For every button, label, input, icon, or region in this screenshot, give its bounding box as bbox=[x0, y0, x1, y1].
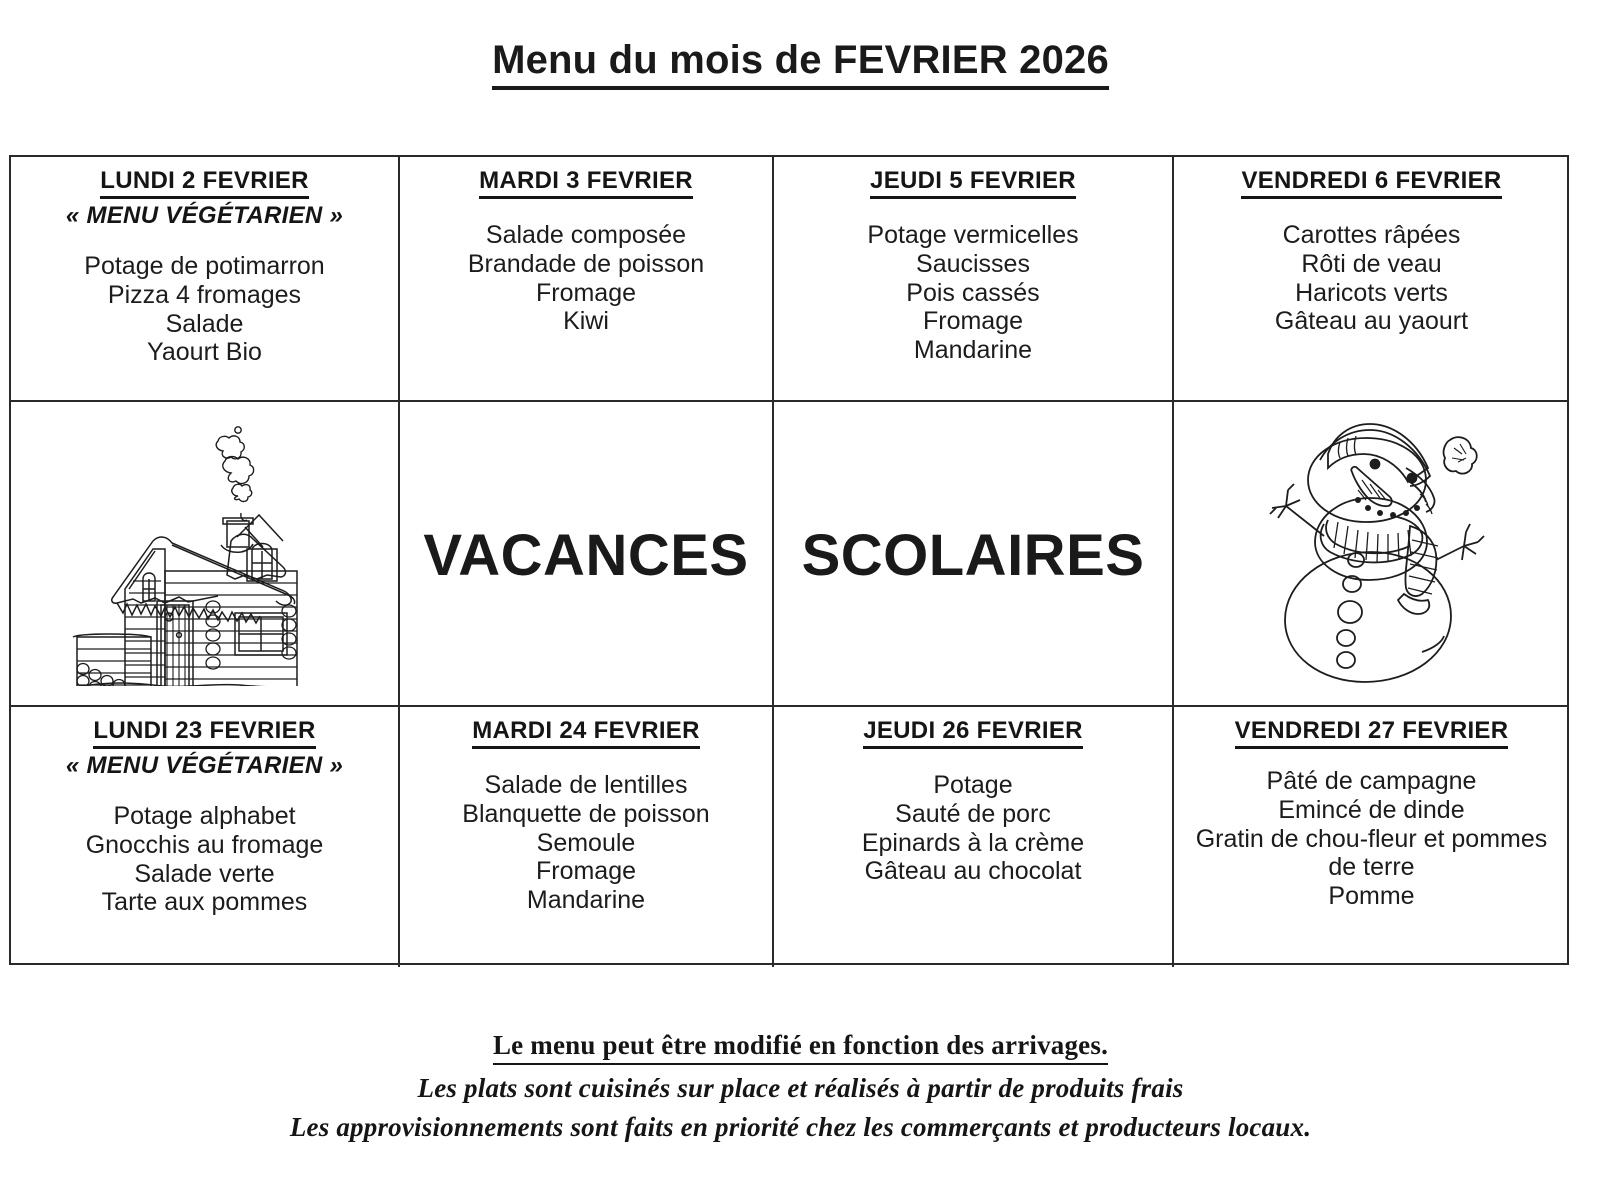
footer-line-3: Les approvisionnements sont faits en priorité chez les commerçants et producteurs locaux. bbox=[289, 1112, 1312, 1142]
list-item: Pizza 4 fromages bbox=[107, 280, 302, 309]
list-item: Gâteau au yaourt bbox=[1274, 307, 1469, 336]
dish-list bbox=[780, 771, 1166, 886]
holiday-cell-scolaires bbox=[774, 402, 1174, 707]
day-heading: VENDREDI 6 FEVRIER bbox=[1180, 167, 1563, 199]
holiday-word-vacances: VACANCES bbox=[423, 523, 749, 588]
menu-cell-vendredi-6 bbox=[1174, 157, 1569, 402]
day-heading: MARDI 24 FEVRIER bbox=[406, 717, 766, 749]
list-item: Salade composée bbox=[485, 221, 687, 249]
menu-cell-lundi-2 bbox=[11, 157, 400, 402]
list-item: Epinards à la crème bbox=[861, 828, 1085, 857]
list-item: Potage alphabet bbox=[113, 802, 296, 830]
list-item: Gâteau au chocolat bbox=[864, 857, 1082, 886]
list-item: Fromage bbox=[535, 857, 637, 886]
menu-cell-mardi-24 bbox=[400, 707, 774, 967]
holiday-cell-snowman bbox=[1174, 402, 1569, 707]
dish-list bbox=[1180, 767, 1563, 911]
day-heading: LUNDI 23 FEVRIER bbox=[17, 717, 392, 749]
dish-list bbox=[17, 802, 392, 917]
list-item: Blanquette de poisson bbox=[462, 799, 710, 828]
list-item: Haricots verts bbox=[1295, 278, 1448, 307]
list-item: Gnocchis au fromage bbox=[85, 830, 324, 859]
list-item: Mandarine bbox=[913, 336, 1033, 364]
list-item: Carottes râpées bbox=[1282, 221, 1461, 249]
list-item: Semoule bbox=[536, 828, 636, 857]
vegetarian-label: « MENU VÉGÉTARIEN » bbox=[65, 202, 344, 229]
dish-list bbox=[780, 221, 1166, 365]
footer-notes bbox=[0, 1030, 1601, 1143]
list-item: Rôti de veau bbox=[1301, 249, 1442, 278]
holiday-cell-vacances bbox=[400, 402, 774, 707]
list-item: Brandade de poisson bbox=[467, 249, 705, 278]
day-heading: JEUDI 26 FEVRIER bbox=[780, 717, 1166, 749]
vegetarian-label: « MENU VÉGÉTARIEN » bbox=[65, 752, 344, 779]
dish-list bbox=[406, 221, 766, 336]
list-item: Kiwi bbox=[563, 307, 609, 336]
list-item: Emincé de dinde bbox=[1278, 795, 1465, 824]
menu-cell-vendredi-27 bbox=[1174, 707, 1569, 967]
menu-cell-jeudi-26 bbox=[774, 707, 1174, 967]
list-item: Fromage bbox=[535, 278, 637, 307]
day-heading: JEUDI 5 FEVRIER bbox=[780, 167, 1166, 199]
list-item: Salade de lentilles bbox=[484, 771, 688, 799]
list-item: Potage de potimarron bbox=[84, 252, 325, 280]
list-item: Pomme bbox=[1328, 882, 1415, 910]
list-item: Sauté de porc bbox=[895, 799, 1051, 828]
footer-line-2: Les plats sont cuisinés sur place et réalisés à partir de produits frais bbox=[417, 1073, 1184, 1103]
menu-calendar-table bbox=[9, 155, 1569, 965]
dish-list bbox=[17, 252, 392, 367]
day-heading: MARDI 3 FEVRIER bbox=[406, 167, 766, 199]
day-heading: VENDREDI 27 FEVRIER bbox=[1180, 717, 1563, 749]
dish-list bbox=[406, 771, 766, 915]
list-item: Salade verte bbox=[134, 859, 275, 888]
menu-cell-mardi-3 bbox=[400, 157, 774, 402]
page-title bbox=[0, 0, 1601, 90]
list-item: Gratin de chou-fleur et pommes de terre bbox=[1195, 824, 1548, 882]
list-item: Saucisses bbox=[916, 249, 1030, 278]
list-item: Fromage bbox=[922, 307, 1024, 336]
list-item: Salade bbox=[165, 309, 244, 338]
list-item: Pâté de campagne bbox=[1266, 767, 1477, 795]
footer-line-1: Le menu peut être modifié en fonction des arrivages. bbox=[0, 1030, 1601, 1065]
list-item: Tarte aux pommes bbox=[101, 888, 308, 917]
list-item: Yaourt Bio bbox=[147, 338, 262, 367]
holiday-word-scolaires: SCOLAIRES bbox=[801, 523, 1145, 588]
menu-cell-lundi-23 bbox=[11, 707, 400, 967]
list-item: Pois cassés bbox=[906, 278, 1040, 307]
dish-list bbox=[1180, 221, 1563, 336]
page-title-text: Menu du mois de FEVRIER 2026 bbox=[492, 38, 1109, 90]
day-heading: LUNDI 2 FEVRIER bbox=[17, 167, 392, 199]
list-item: Potage vermicelles bbox=[867, 221, 1079, 249]
holiday-cell-cabin bbox=[11, 402, 400, 707]
list-item: Potage bbox=[933, 771, 1013, 799]
list-item: Mandarine bbox=[526, 886, 646, 914]
snowy-log-cabin-illustration bbox=[55, 421, 355, 686]
snowman-illustration bbox=[1254, 420, 1489, 688]
menu-cell-jeudi-5 bbox=[774, 157, 1174, 402]
